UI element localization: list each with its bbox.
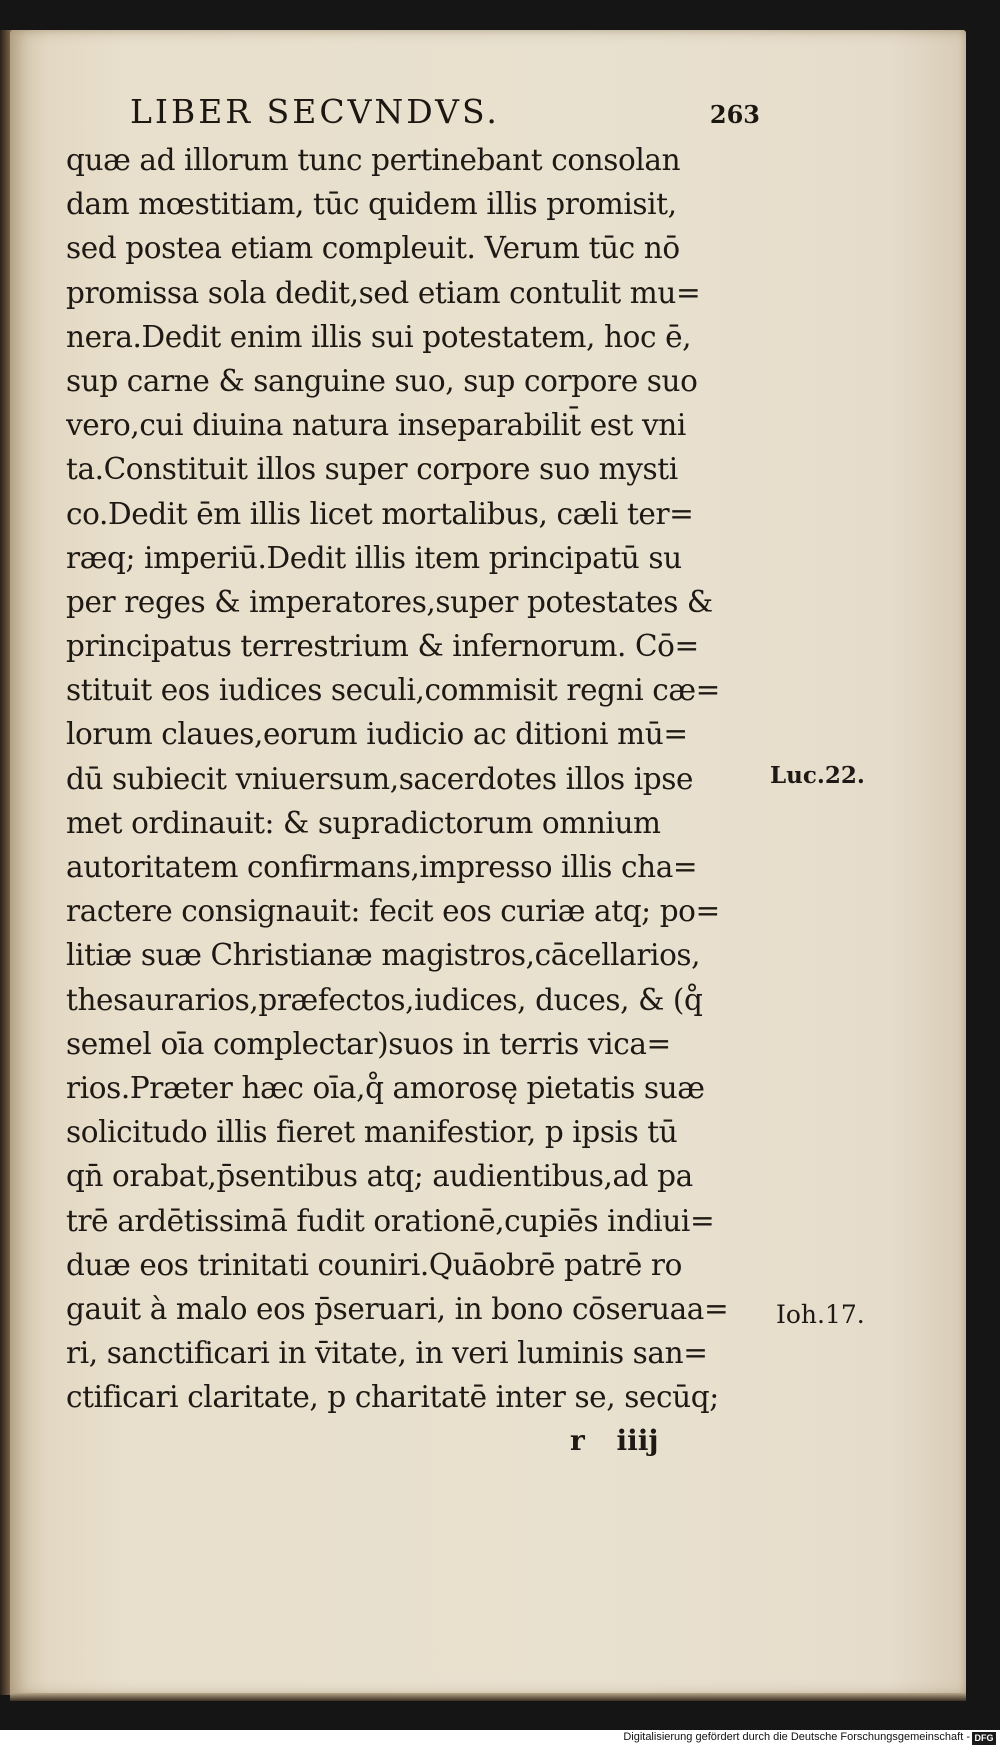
page-header	[130, 92, 760, 131]
text-line: met ordinauit: & supradictorum omnium	[66, 805, 661, 840]
text-line: thesaurarios,præfectos,iudices, duces, & (q̊	[66, 982, 703, 1017]
text-line: ræq; imperiū.Dedit illis item principatū su	[66, 540, 682, 575]
text-line: autoritatem confirmans,impresso illis cha=	[66, 850, 698, 884]
text-line: vero,cui diuina natura inseparabilit̄ est vni	[66, 408, 686, 443]
text-line: principatus terrestrium & infernorum. Cō=	[66, 629, 699, 664]
text-line: sup carne & sanguine suo, sup corpore suo	[66, 363, 698, 398]
text-line: semel oīa complectar)suos in terris vica=	[66, 1026, 671, 1061]
text-line: qn̄ orabat,p̄sentibus atq; audientibus,ad pa	[66, 1159, 693, 1194]
text-line: dū subiecit vniuersum,sacerdotes illos ipse	[66, 761, 694, 796]
text-line: quæ ad illorum tunc pertinebant consolan	[66, 143, 681, 177]
text-line: stituit eos iudices seculi,commisit regni cæ=	[66, 673, 720, 708]
dfg-logo-icon: DFG	[972, 1732, 996, 1745]
text-line: ta.Constituit illos super corpore suo mysti	[66, 452, 678, 487]
text-line: per reges & imperatores,super potestates &	[66, 584, 713, 619]
text-line: litiæ suæ Christianæ magistros,cācellarios,	[66, 938, 701, 973]
page-number: 263	[709, 100, 760, 129]
text-line: solicitudo illis fieret manifestior, p ipsis tū	[66, 1115, 678, 1150]
text-line: ractere consignauit: fecit eos curiæ atq; po=	[66, 894, 720, 929]
page-bottom-edge	[10, 1693, 966, 1701]
text-line: rios.Præter hæc oīa,q̊ amorosę pietatis suæ	[66, 1070, 705, 1105]
text-line: ctificari claritate, p charitatē inter se, secūq;	[66, 1380, 719, 1415]
text-line: sed postea etiam compleuit. Verum tūc nō	[66, 231, 680, 266]
text-line: duæ eos trinitati couniri.Quāobrē patrē ro	[66, 1247, 682, 1282]
text-line: gauit à malo eos p̄seruari, in bono cōseruaa=	[66, 1291, 729, 1326]
body-text	[66, 138, 766, 1419]
text-line: co.Dedit ēm illis licet mortalibus, cæli ter=	[66, 496, 694, 531]
marginal-note-john: Ioh.17.	[776, 1300, 865, 1329]
text-line: nera.Dedit enim illis sui potestatem, hoc ē,	[66, 319, 692, 354]
text-line: dam mœstitiam, tūc quidem illis promisit,	[66, 187, 677, 222]
signature-mark: r iiij	[570, 1424, 659, 1457]
running-head: LIBER SECVNDVS.	[130, 92, 500, 131]
marginal-note-luke: Luc.22.	[770, 762, 865, 789]
digitization-credit: Digitalisierung gefördert durch die Deutsche Forschungsgemeinschaft -	[623, 1731, 970, 1743]
text-line: promissa sola dedit,sed etiam contulit mu=	[66, 275, 701, 310]
text-line: ri, sanctificari in v̄itate, in veri luminis san=	[66, 1336, 708, 1371]
text-line: trē ardētissimā fudit orationē,cupiēs indiui=	[66, 1203, 715, 1238]
text-line: lorum claues,eorum iudicio ac ditioni mū=	[66, 717, 688, 752]
